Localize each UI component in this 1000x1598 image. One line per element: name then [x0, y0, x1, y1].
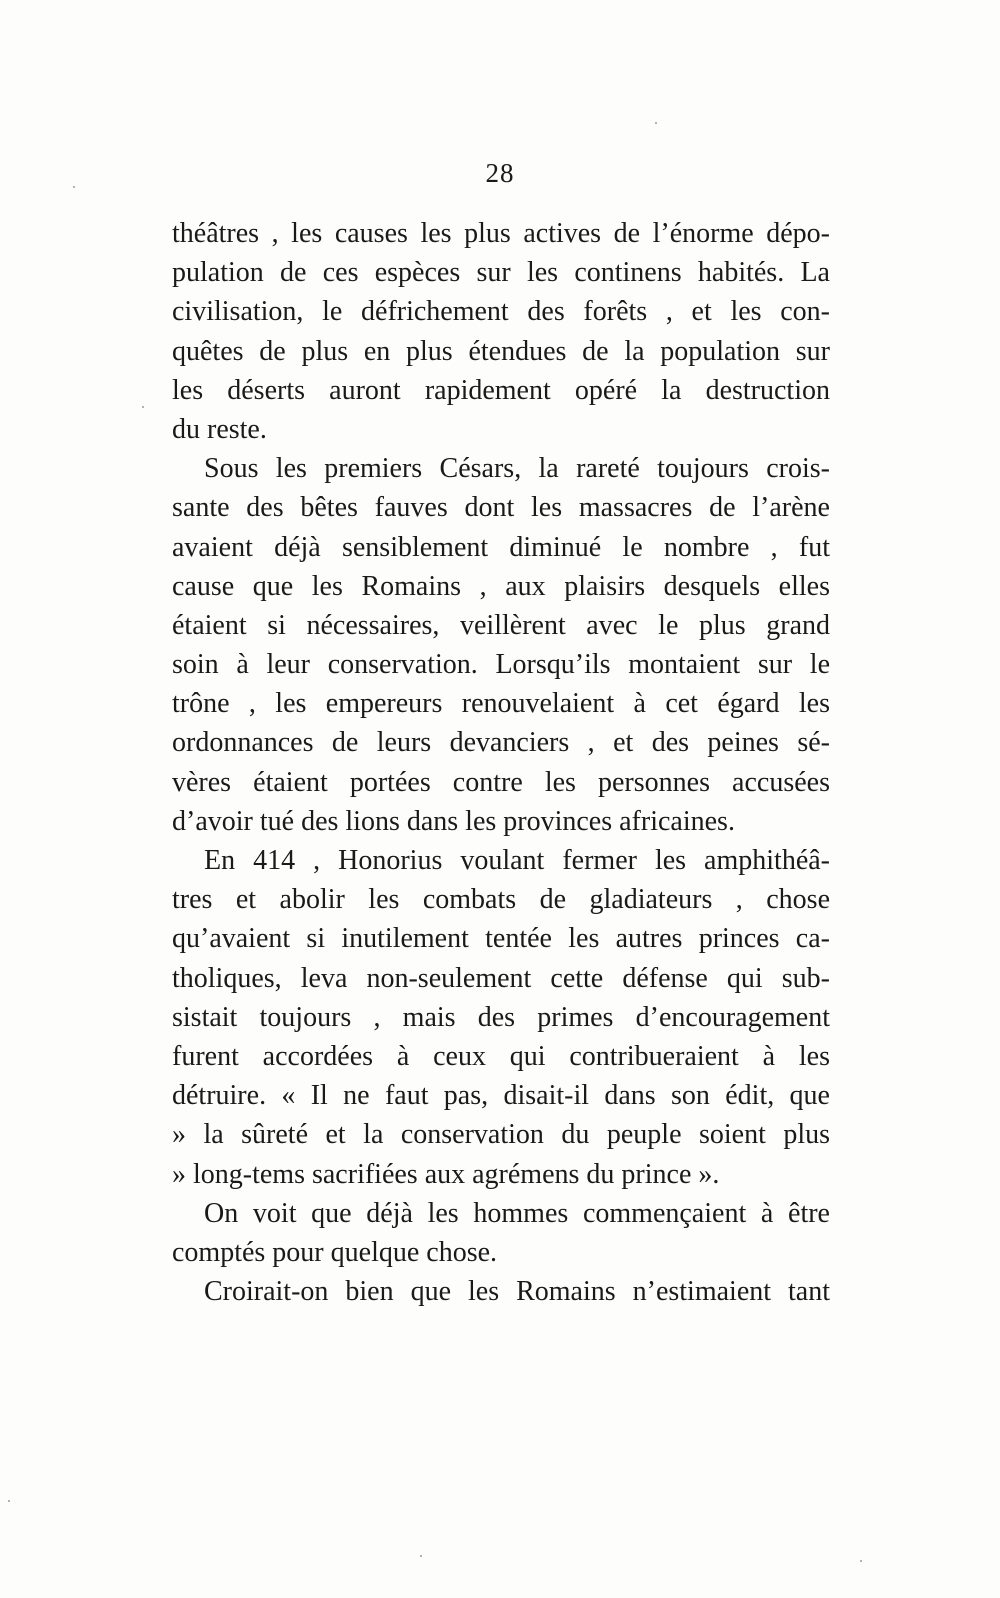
scan-speck	[655, 122, 657, 124]
text-line: d’avoir tué des lions dans les provinces africaines.	[172, 805, 735, 837]
text-line: cause que les Romains , aux plaisirs desquels elles	[172, 570, 830, 602]
text-line: En 414 , Honorius voulant fermer les amphithéâ-	[204, 845, 830, 876]
text-line: civilisation, le défrichement des forêts , et les con-	[172, 296, 830, 328]
text-line: du reste.	[172, 413, 267, 445]
text-line: avaient déjà sensiblement diminué le nombre , fut	[172, 531, 830, 563]
text-line: quêtes de plus en plus étendues de la population sur	[172, 335, 830, 367]
text-line: sistait toujours , mais des primes d’encouragement	[172, 1001, 830, 1033]
text-line: » la sûreté et la conservation du peuple soient plus	[172, 1119, 830, 1151]
scan-speck	[73, 186, 75, 188]
page-number: 28	[485, 158, 515, 188]
text-line: On voit que déjà les hommes commençaient à être	[204, 1197, 830, 1229]
text-line: qu’avaient si inutilement tentée les autres princes ca-	[172, 923, 830, 955]
scan-speck	[142, 406, 144, 408]
scan-speck	[860, 1560, 862, 1562]
text-line: les déserts auront rapidement opéré la destruction	[172, 374, 830, 406]
text-line: tholiques, leva non-seulement cette défense qui sub-	[172, 962, 830, 994]
text-line: furent accordées à ceux qui contribueraient à les	[172, 1040, 830, 1072]
text-line: soin à leur conservation. Lorsqu’ils montaient sur le	[172, 649, 830, 681]
text-line: sante des bêtes fauves dont les massacres de l’arène	[172, 492, 830, 524]
scan-speck	[420, 1555, 422, 1557]
text-line: pulation de ces espèces sur les continens habités. La	[172, 257, 830, 289]
text-line: Sous les premiers Césars, la rareté toujours crois-	[204, 453, 830, 485]
text-line: théâtres , les causes les plus actives de l’énorme dépo-	[172, 218, 830, 249]
text-line: Croirait-on bien que les Romains n’estimaient tant	[204, 1276, 830, 1308]
text-line: détruire. « Il ne faut pas, disait-il dans son édit, que	[172, 1080, 830, 1112]
text-line: tres et abolir les combats de gladiateurs , chose	[172, 884, 830, 916]
text-line: étaient si nécessaires, veillèrent avec le plus grand	[172, 609, 830, 641]
scan-speck	[8, 1500, 10, 1502]
text-line: comptés pour quelque chose.	[172, 1236, 498, 1268]
text-line: » long-tems sacrifiées aux agrémens du prince ».	[172, 1158, 720, 1190]
text-line: ordonnances de leurs devanciers , et des peines sé-	[172, 727, 830, 759]
text-line: vères étaient portées contre les personnes accusées	[172, 766, 830, 798]
body-text	[172, 214, 830, 1311]
text-line: trône , les empereurs renouvelaient à cet égard les	[172, 688, 830, 720]
